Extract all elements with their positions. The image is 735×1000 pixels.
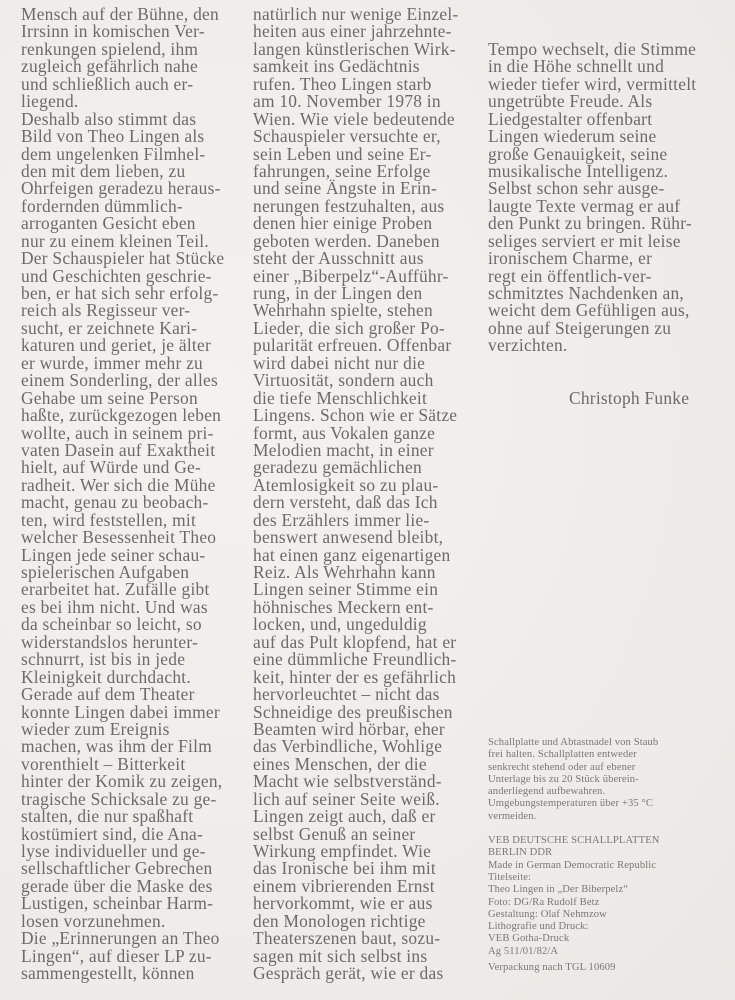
text-line: losen vorzunehmen. — [21, 910, 166, 931]
text-line: Schauspieler versuchte er, — [253, 126, 441, 147]
text-line: Ohrfeigen geradezu heraus- — [21, 178, 221, 199]
text-line: sucht, er zeichnete Kari- — [21, 317, 198, 338]
text-line: schnurrt, ist bis in jede — [21, 649, 186, 670]
text-line: Lingen seiner Stimme ein — [253, 579, 439, 600]
text-line: Schneidige des preußischen — [253, 701, 453, 722]
text-line: welcher Besessenheit Theo — [21, 527, 217, 548]
text-line: den Monologen richtige — [253, 910, 426, 931]
text-line: Macht wie selbstverständ- — [253, 771, 442, 792]
text-line: kostümiert sind, die Ana- — [21, 823, 204, 844]
text-line: ungetrübte Freude. Als — [488, 91, 653, 112]
text-line: Theaterszenen baut, sozu- — [253, 928, 441, 949]
text-line: Gehabe um seine Person — [21, 387, 198, 408]
text-line: steht der Ausschnitt aus — [253, 248, 424, 269]
text-line: dern versteht, daß das Ich — [253, 492, 438, 513]
article-column-2 — [253, 6, 473, 983]
text-line: Virtuosität, sondern auch — [253, 370, 434, 391]
text-line: vaten Dasein auf Exaktheit — [21, 439, 216, 460]
text-line: langen künstlerischen Wirk- — [253, 38, 456, 59]
text-line: Umgebungstemperaturen über +35 °C — [488, 798, 654, 810]
publisher-line-1: VEB DEUTSCHE SCHALLPLATTEN — [488, 835, 660, 847]
printer: VEB Gotha-Druck — [488, 933, 570, 945]
text-line: vermeiden. — [488, 810, 537, 822]
text-line: erarbeitet hat. Zufälle gibt — [21, 579, 210, 600]
text-line: tragische Schicksale zu ge- — [21, 788, 217, 809]
text-line: den mit dem lieben, zu — [21, 160, 186, 181]
text-line: lich auf seiner Seite weiß. — [253, 788, 440, 809]
text-line: hielt, auf Würde und Ge- — [21, 457, 202, 478]
catalog-code: Ag 511/01/82/A — [488, 945, 559, 957]
text-line: Kleinigkeit durchdacht. — [21, 666, 191, 687]
cover-label: Titelseite: — [488, 871, 532, 883]
text-line: locken, und, ungeduldig — [253, 614, 427, 635]
text-line: Unterlage bis zu 20 Stück überein- — [488, 773, 639, 785]
text-line: Lingen zeigt auch, daß er — [253, 806, 436, 827]
text-line: fahrungen, seine Erfolge — [253, 160, 431, 181]
text-line: das Ironische bei ihm mit — [253, 858, 437, 879]
article-column-3 — [488, 6, 728, 425]
text-line: höhnisches Meckern ent- — [253, 596, 434, 617]
author-signature: Christoph Funke — [569, 387, 690, 408]
text-line: Irrsinn in komischen Ver- — [21, 21, 205, 42]
text-line: und schließlich auch er- — [21, 73, 194, 94]
text-line: laugte Texte vermag er auf — [488, 195, 681, 216]
text-line: nur zu einem kleinen Teil. — [21, 230, 209, 251]
text-line: natürlich nur wenige Einzel- — [253, 4, 459, 24]
text-line: sagen mit sich selbst ins — [253, 945, 428, 966]
text-line: sammengestellt, können — [21, 963, 195, 984]
text-line: widerstandslos herunter- — [21, 631, 199, 652]
text-line: formt, aus Vokalen ganze — [253, 422, 436, 443]
spacer — [488, 823, 728, 835]
text-line: auf das Pult klopfend, hat er — [253, 631, 457, 652]
text-line: es bei ihm nicht. Und was — [21, 596, 208, 617]
text-line: rung, in der Lingen den — [253, 283, 423, 303]
text-line: haßte, zurückgezogen leben — [21, 405, 222, 426]
text-line: und seine Ängste in Erin- — [253, 178, 437, 199]
text-line: dem ungelenken Filmhel- — [21, 143, 206, 164]
text-line: denen hier einige Proben — [253, 213, 433, 234]
text-line: hervorkommt, wie er aus — [253, 893, 433, 914]
text-line: wieder zum Ereignis — [21, 718, 170, 739]
text-line: des Erzählers immer lie- — [253, 509, 430, 530]
credits — [488, 835, 728, 974]
text-line: gerade über die Maske des — [21, 875, 213, 896]
text-line: ten, wird feststellen, mit — [21, 509, 197, 530]
packaging-standard: Verpackung nach TGL 10609 — [488, 962, 616, 974]
text-line: seliges serviert er mit leise — [488, 230, 681, 251]
text-line: katuren und geriet, je älter — [21, 335, 212, 356]
text-line: nerungen festzuhalten, aus — [253, 195, 445, 216]
text-line: Mensch auf der Bühne, den — [21, 4, 219, 24]
text-line: sein Leben und seine Er- — [253, 143, 432, 164]
text-line: Melodien macht, in einer — [253, 439, 434, 460]
text-line: arroganten Gesicht eben — [21, 213, 196, 234]
cover-title: Theo Lingen in „Der Biberpelz“ — [488, 884, 629, 896]
text-line: vorenthielt – Bitterkeit — [21, 753, 186, 774]
text-line: ironischem Charme, er — [488, 248, 653, 269]
text-line: die tiefe Menschlichkeit — [253, 387, 428, 408]
care-notice — [488, 737, 728, 823]
text-line: radheit. Wer sich die Mühe — [21, 474, 216, 495]
text-line: ohne auf Steigerungen zu — [488, 317, 672, 338]
text-line: verzichten. — [488, 335, 568, 356]
text-line: senkrecht stehend oder auf ebener — [488, 761, 636, 773]
text-line: am 10. November 1978 in — [253, 91, 441, 112]
text-line: lyse individueller und ge- — [21, 841, 206, 861]
text-line: musikalische Intelligenz. — [488, 160, 669, 181]
text-line: Wehrhahn spielte, stehen — [253, 300, 433, 321]
text-line: anderliegend aufbewahren. — [488, 786, 606, 798]
text-line: pularität erfreuen. Offenbar — [253, 335, 452, 356]
text-line: den Punkt zu bringen. Rühr- — [488, 213, 692, 234]
text-line: samkeit ins Gedächtnis — [253, 56, 420, 77]
text-line: benswert anwesend bleibt, — [253, 527, 444, 548]
text-line: frei halten. Schallplatten entweder — [488, 749, 637, 761]
text-line: einem Sonderling, der alles — [21, 370, 219, 391]
text-line: hat einen ganz eigenartigen — [253, 544, 451, 565]
text-line: keit, hinter der es gefährlich — [253, 666, 457, 687]
text-line: Deshalb also stimmt das — [21, 108, 197, 129]
text-line: das Verbindliche, Wohlige — [253, 736, 443, 757]
publisher-line-2: BERLIN DDR — [488, 847, 553, 859]
text-line: wieder tiefer wird, vermittelt — [488, 73, 697, 94]
text-line: schmitztes Nachdenken an, — [488, 283, 685, 304]
text-line: wollte, auch in seinem pri- — [21, 422, 214, 443]
text-line: Beamten wird hörbar, eher — [253, 718, 445, 739]
text-line: Selbst schon sehr ausge- — [488, 178, 665, 199]
text-line: geboten werden. Daneben — [253, 230, 440, 251]
text-line: Wien. Wie viele bedeutende — [253, 108, 455, 129]
text-line: Liedgestalter offenbart — [488, 108, 653, 129]
text-line: stalten, die nur spaßhaft — [21, 806, 194, 827]
text-line: er wurde, immer mehr zu — [21, 352, 203, 373]
text-line: regt ein öffentlich-ver- — [488, 265, 652, 286]
text-line: einer „Biberpelz“-Aufführ- — [253, 265, 449, 286]
text-line: machen, was ihm der Film — [21, 736, 212, 757]
text-line: weicht dem Gefühligen aus, — [488, 300, 690, 321]
text-line: Atemlosigkeit so zu plau- — [253, 474, 439, 495]
text-line: eines Menschen, der die — [253, 753, 427, 774]
text-line: hinter der Komik zu zeigen, — [21, 771, 223, 792]
fine-print — [488, 737, 728, 974]
text-line: sellschaftlicher Gebrechen — [21, 858, 213, 879]
text-line: renkungen spielend, ihm — [21, 38, 199, 59]
text-line: heiten aus einer jahrzehnte- — [253, 21, 452, 42]
text-line: spielerischen Aufgaben — [21, 562, 190, 582]
text-line: Wirkung empfindet. Wie — [253, 841, 432, 861]
text-line: Lingen“, auf dieser LP zu- — [21, 945, 212, 966]
text-line: zugleich gefährlich nahe — [21, 56, 198, 77]
printing-label: Lithografie und Druck: — [488, 921, 589, 933]
text-line: macht, genau zu beobach- — [21, 492, 209, 513]
text-line: Lingen wiederum seine — [488, 126, 657, 147]
text-line: Schallplatte und Abtastnadel von Staub — [488, 737, 659, 748]
text-line: hervorleuchtet – nicht das — [253, 684, 440, 705]
text-line: Reiz. Als Wehrhahn kann — [253, 562, 436, 582]
text-line: fordernden dümmlich- — [21, 195, 183, 216]
text-line: reich als Regisseur ver- — [21, 300, 191, 321]
text-line: Gerade auf dem Theater — [21, 684, 195, 705]
text-line: geradezu gemächlichen — [253, 457, 422, 478]
text-line: Bild von Theo Lingen als — [21, 126, 205, 147]
text-line: liegend. — [21, 91, 79, 112]
text-line: Die „Erinnerungen an Theo — [21, 928, 220, 949]
text-line: und Geschichten geschrie- — [21, 265, 212, 286]
text-line: Lingen jede seiner schau- — [21, 544, 206, 565]
text-line: konnte Lingen dabei immer — [21, 701, 220, 722]
text-line: selbst Genuß an seiner — [253, 823, 416, 844]
text-line: wird dabei nicht nur die — [253, 352, 426, 373]
text-line: große Genauigkeit, seine — [488, 143, 668, 164]
text-line: ben, er hat sich sehr erfolg- — [21, 283, 219, 303]
origin: Made in German Democratic Republic — [488, 859, 657, 871]
text-line: Lingens. Schon wie er Sätze — [253, 405, 458, 426]
text-line: Der Schauspieler hat Stücke — [21, 248, 225, 269]
text-line: eine dümmliche Freundlich- — [253, 649, 457, 670]
text-line: Lustigen, scheinbar Harm- — [21, 893, 214, 914]
text-line: einem vibrierenden Ernst — [253, 875, 435, 896]
text-line: Tempo wechselt, die Stimme — [488, 38, 697, 59]
text-line: da scheinbar so leicht, so — [21, 614, 202, 635]
text-line: in die Höhe schnellt und — [488, 56, 665, 77]
text-line: Lieder, die sich großer Po- — [253, 317, 445, 338]
design-credit: Gestaltung: Olaf Nehmzow — [488, 908, 607, 920]
text-line: rufen. Theo Lingen starb — [253, 73, 432, 94]
text-line: Gespräch gerät, wie er das — [253, 963, 444, 984]
article-column-1 — [21, 6, 241, 983]
photo-credit: Foto: DG/Ra Rudolf Betz — [488, 896, 600, 908]
